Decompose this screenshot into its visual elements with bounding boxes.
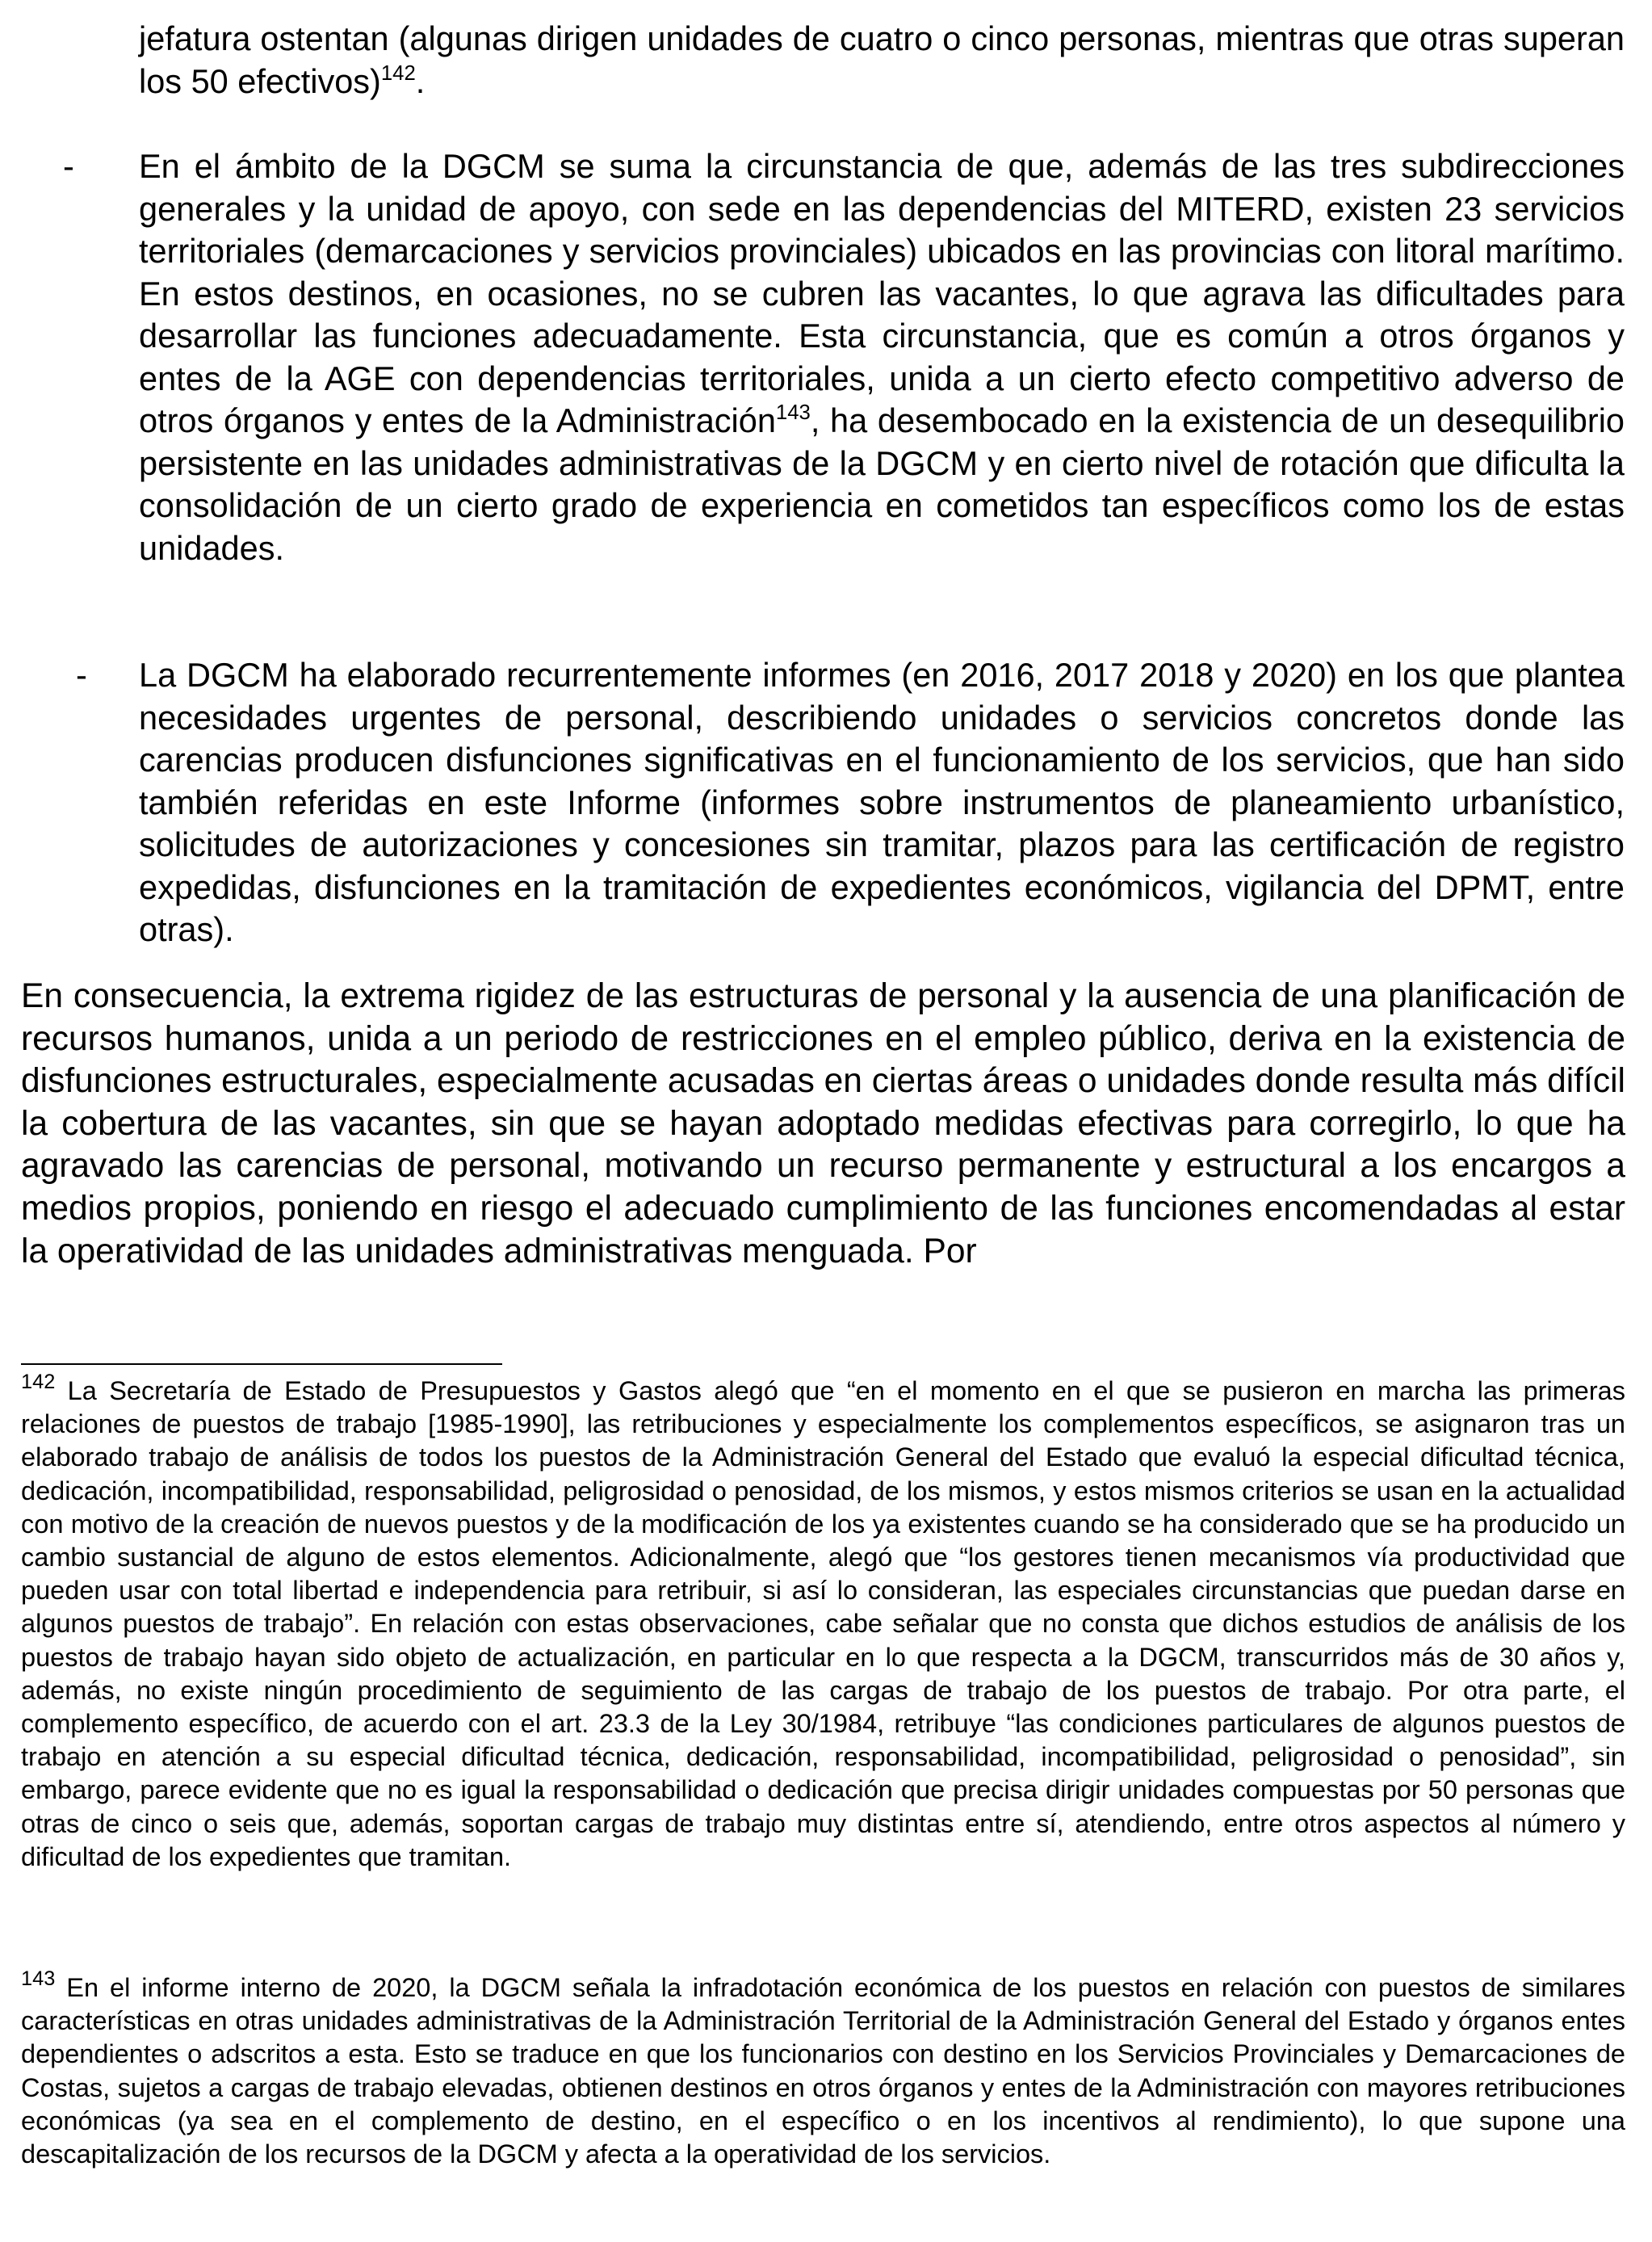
- continued-text-end: .: [415, 61, 426, 100]
- continued-list-item-text: [139, 18, 1625, 103]
- list-item-text: [139, 145, 1625, 569]
- footnote-ref-142[interactable]: 142: [380, 61, 416, 85]
- list-dash: -: [63, 147, 74, 185]
- list-item-text-part: En el ámbito de la DGCM se suma la circunstancia de que, además de las tres subdirecciones generales y la unidad de apoyo, con sede en las dependencias del MITERD, existen 23 servicios territoriales (demarcaciones y servicios provinciales) ubicados en las provincias con litoral marítimo. En estos destinos, en ocasiones, no se cubren las vacantes, lo que agrava las dificultades para desarrollar las funciones adecuadamente. Esta circunstancia, que es común a otros órganos y entes de la AGE con dependencias territoriales, unida a un cierto efecto competitivo adverso de otros órganos y entes de la Administración: [139, 147, 1625, 439]
- list-item-text: La DGCM ha elaborado recurrentemente informes (en 2016, 2017 2018 y 2020) en los que plantea necesidades urgentes de personal, describiendo unidades o servicios concretos donde las carencias producen disfunciones significativas en el funcionamiento de los servicios, que han sido también referidas en este Informe (informes sobre instrumentos de planeamiento urbanístico, solicitudes de autorizaciones y concesiones sin tramitar, plazos para las certificación de registro expedidas, disfunciones en la tramitación de expedientes económicos, vigilancia del DPMT, entre otras).: [139, 656, 1625, 948]
- footnote-text: En el informe interno de 2020, la DGCM señala la infradotación económica de los puestos en relación con puestos de similares características en otras unidades administrativas de la Administración Territorial de la Administración General del Estado y órganos entes dependientes o adscritos a esta. Esto se traduce en que los funcionarios con destino en los Servicios Provinciales y Demarcaciones de Costas, sujetos a cargas de trabajo elevadas, obtienen destinos en otros órganos y entes de la Administración con mayores retribuciones económicas (ya sea en el complemento de destino, en el específico o en los incentivos al rendimiento), lo que supone una descapitalización de los recursos de la DGCM y afecta a la operatividad de los servicios.: [21, 1973, 1625, 2169]
- footnote-143: [21, 1967, 1625, 2171]
- footnote-separator: [21, 1363, 502, 1365]
- footnote-ref-143[interactable]: 143: [775, 401, 811, 425]
- body-paragraph: En consecuencia, la extrema rigidez de las estructuras de personal y la ausencia de una planificación de recursos humanos, unida a un periodo de restricciones en el empleo público, deriva en la existencia de disfunciones estructurales, especialmente acusadas en ciertas áreas o unidades donde resulta más difícil la cobertura de las vacantes, sin que se hayan adoptado medidas efectivas para corregirlo, lo que ha agravado las carencias de personal, motivando un recurso permanente y estructural a los encargos a medios propios, poniendo en riesgo el adecuado cumplimiento de las funciones encomendadas al estar la operatividad de las unidades administrativas menguada. Por: [21, 977, 1625, 1270]
- list-dash: -: [76, 656, 87, 694]
- footnote-142: [21, 1371, 1625, 1874]
- footnote-text: La Secretaría de Estado de Presupuestos y Gastos alegó que “en el momento en el que se pusieron en marcha las primeras relaciones de puestos de trabajo [1985-1990], las retribuciones y especialmente los complementos específicos, se asignaron tras un elaborado trabajo de análisis de todos los puestos de la Administración General del Estado que evaluó la especial dificultad técnica, dedicación, incompatibilidad, responsabilidad, peligrosidad o penosidad, de los mismos, y estos mismos criterios se usan en la actualidad con motivo de la creación de nuevos puestos y de la modificación de los ya existentes cuando se ha considerado que se ha producido un cambio sustancial de alguno de estos elementos. Adicionalmente, alegó que “los gestores tienen mecanismos vía productividad que pueden usar con total libertad e independencia para retribuir, si así lo consideran, las especiales circunstancias que puedan darse en algunos puestos de trabajo”. En relación con estas observaciones, cabe señalar que no consta que dichos estudios de análisis de los puestos de trabajo hayan sido objeto de actualización, en particular en lo que respecta a la DGCM, transcurridos más de 30 años y, además, no existe ningún procedimiento de seguimiento de las cargas de trabajo de los puestos de trabajo. Por otra parte, el complemento específico, de acuerdo con el art. 23.3 de la Ley 30/1984, retribuye “las condiciones particulares de algunos puestos de trabajo en atención a su especial dificultad técnica, dedicación, responsabilidad, incompatibilidad, peligrosidad o penosidad”, sin embargo, parece evidente que no es igual la responsabilidad o dedicación que precisa dirigir unidades compuestas por 50 personas que otras de cinco o seis que, además, soportan cargas de trabajo muy distintas entre sí, atendiendo, entre otros aspectos al número y dificultad de los expedientes que tramitan.: [21, 1376, 1625, 1871]
- list-item-text-part: , ha desembocado en la existencia de un desequilibrio persistente en las unidades administrativas de la DGCM y en cierto nivel de rotación que dificulta la consolidación de un cierto grado de experiencia en cometidos tan específicos como los de estas unidades.: [139, 401, 1625, 567]
- footnote-number: 143: [21, 1967, 56, 1991]
- continued-text: jefatura ostentan (algunas dirigen unidades de cuatro o cinco personas, mientras que otras superan los 50 efectivos): [139, 19, 1625, 100]
- footnote-number: 142: [21, 1371, 56, 1394]
